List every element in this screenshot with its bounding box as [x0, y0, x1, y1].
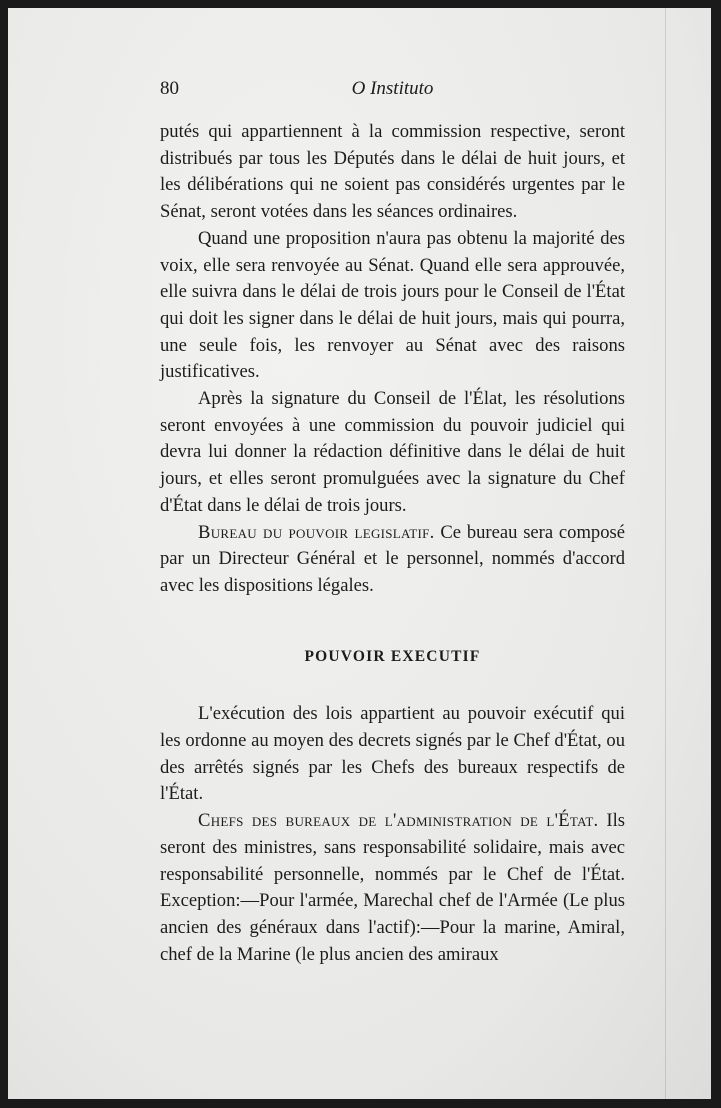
page-body [160, 119, 625, 968]
running-title: O Instituto [351, 78, 434, 99]
paragraph-proposition: Quand une proposition n'aura pas obtenu la majorité des voix, elle sera renvoyée au Sénat. Quand elle sera approuvée, elle suivra dans le délai de trois jours pour le Conseil de l'État qui doit les signer dans le délai de huit jours, mais qui pourra, une seule fois, les renvoyer au Sénat avec des raisons justificatives. [160, 227, 625, 383]
bureau-lead: Bureau du pouvoir legislatif. [198, 521, 435, 543]
paragraph-chefs [160, 808, 625, 968]
paragraph-execution: L'exécution des lois appartient au pouvoir exécutif qui les ordonne au moyen des decrets signés par le Chef d'État, ou des arrêtés signés par les Chefs des bureaux respectifs de l'État. [160, 703, 625, 805]
bureau-text: Ce bureau sera composé par un Directeur Général et le personnel, nommés d'accord avec les dispositions légales. [160, 521, 625, 596]
section-heading: POUVOIR EXECUTIF [304, 647, 481, 665]
page-header [160, 78, 625, 106]
page-number: 80 [160, 78, 179, 99]
paragraph-bureau [160, 520, 625, 600]
paragraph-signature: Après la signature du Conseil de l'Élat, les résolutions seront envoyées à une commission du pouvoir judiciel qui devra lui donner la rédaction définitive dans le délai de huit jours, et elles seront promulguées avec la signature du Chef d'État dans le délai de trois jours. [160, 388, 625, 516]
paragraph-continuation: putés qui appartiennent à la commission respective, seront distribués par tous les Députés dans le délai de huit jours, et les délibérations qui ne soient pas considérés urgentes par le Sénat, seront votées dans les séances ordinaires. [160, 121, 625, 223]
book-page [8, 8, 711, 1099]
page-margin-shadow [665, 8, 666, 1099]
chefs-lead: Chefs des bureaux de l'administration de l'État. [198, 810, 599, 832]
chefs-text: Ils seront des ministres, sans responsabilité solidaire, mais avec responsabilité personnelle, nommés par le Chef de l'État. Exception:—Pour l'armée, Marechal chef de l'Armée (Le plus ancien des généraux dans l'actif):—Pour la marine, Amiral, chef de la Marine (le plus ancien des amiraux [160, 810, 625, 965]
